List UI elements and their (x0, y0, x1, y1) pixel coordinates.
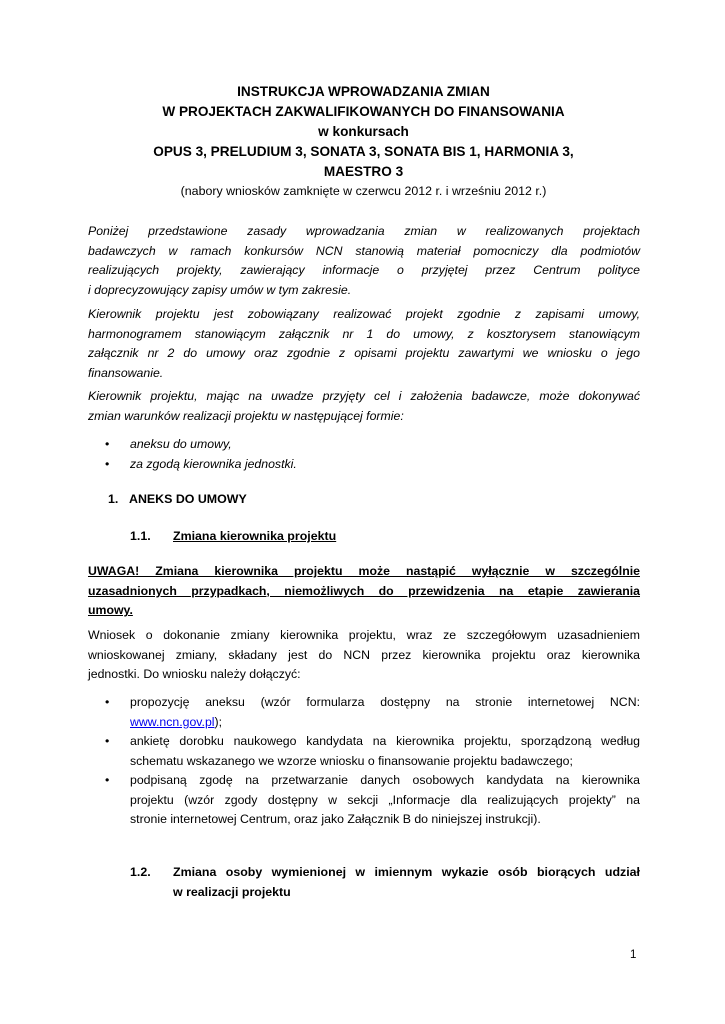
intro-p3-line: Kierownik projektu, mając na uwadze przyjęty cel i założenia badawcze, może dokonywać (88, 389, 640, 403)
para-line: jednostki. Do wniosku należy dołączyć: (88, 667, 301, 682)
title-line-5: MAESTRO 3 (323, 164, 404, 179)
bullet-dot: • (105, 457, 110, 471)
list-item-line: projektu (wzór zgody dostępny w sekcji „Informacje dla realizujących projekty” na (130, 792, 640, 807)
intro-paragraph-3 (88, 387, 640, 426)
para-line: wnioskowanej zmiany, składany jest do NCN przez kierownika projektu oraz kierownika (88, 647, 640, 662)
title-line-2: W PROJEKTACH ZAKWALIFIKOWANYCH DO FINANSOWANIA (162, 104, 565, 119)
warning-line: UWAGA! Zmiana kierownika projektu może nastąpić wyłącznie w szczególnie (88, 564, 640, 578)
section-1-1-title: Zmiana kierownika projektu (173, 529, 337, 543)
list-item-aneks-proposal (130, 693, 640, 732)
intro-p2-line: finansowanie. (88, 365, 164, 380)
kierownik-change-paragraph (88, 626, 640, 685)
intro-paragraph-2 (88, 305, 640, 383)
section-1-2-title (173, 863, 640, 902)
warning-paragraph (88, 562, 640, 621)
list-item-zgoda-dane (130, 771, 640, 830)
section-1-2-number: 1.2. (130, 865, 151, 879)
list-item-line: propozycję aneksu (wzór formularza dostępny na stronie internetowej NCN: (130, 695, 640, 709)
bullet-dot: • (105, 437, 110, 451)
bullet-dot: • (105, 773, 110, 787)
list-item-line: schematu wskazanego we wzorze wniosku o finansowanie projektu badawczego; (130, 753, 573, 768)
intro-p2-line: harmonogramem stanowiącym załącznik nr 1 do umowy, z kosztorysem stanowiącym (88, 326, 640, 341)
list-item-line: stronie internetowej Centrum, oraz jako Załącznik B do niniejszej instrukcji). (130, 812, 541, 827)
intro-p2-line: Kierownik projektu jest zobowiązany realizować projekt zgodnie z zapisami umowy, (88, 307, 640, 321)
title-line-3: w konkursach (318, 124, 409, 139)
warning-line: uzasadnionych przypadkach, niemożliwych do przewidzenia na etapie zawierania (88, 583, 640, 598)
intro-p2-line: załącznik nr 2 do umowy oraz zgodnie z opisami projektu zawartymi we wniosku o jego (88, 346, 640, 361)
list-item-tail: ); (214, 714, 223, 729)
warning-line: umowy. (88, 603, 133, 618)
list-item-line: podpisaną zgodę na przetwarzanie danych osobowych kandydata na kierownika (130, 773, 640, 787)
title-line-4: OPUS 3, PRELUDIUM 3, SONATA 3, SONATA BIS 1, HARMONIA 3, (153, 144, 574, 159)
list-item-ankieta (130, 732, 640, 771)
ncn-website-link[interactable]: www.ncn.gov.pl (130, 714, 215, 729)
section-1-title: ANEKS DO UMOWY (129, 492, 247, 506)
intro-p1-line: realizujących projekty, zawierający informacje o przyjętej przez Centrum polityce (88, 263, 640, 278)
title-line-1: INSTRUKCJA WPROWADZANIA ZMIAN (237, 84, 490, 99)
intro-p1-line: Poniżej przedstawione zasady wprowadzania zmian w realizowanych projektach (88, 224, 640, 238)
bullet-dot: • (105, 695, 110, 709)
intro-p1-line: badawczych w ramach konkursów NCN stanowią materiał pomocniczy dla podmiotów (88, 243, 640, 258)
section-1-number: 1. (108, 492, 119, 506)
section-1-2-title-line: w realizacji projektu (173, 884, 291, 899)
intro-p1-line: i doprecyzowujący zapisy umów w tym zakresie. (88, 282, 352, 297)
bullet-aneks: aneksu do umowy, (130, 437, 232, 451)
page-number: 1 (630, 949, 637, 961)
intro-p3-line: zmian warunków realizacji projektu w następującej formie: (88, 408, 404, 423)
section-1-1-number: 1.1. (130, 529, 151, 543)
intro-paragraph-1 (88, 222, 640, 300)
bullet-zgoda: za zgodą kierownika jednostki. (130, 457, 297, 471)
list-item-line: ankietę dorobku naukowego kandydata na kierownika projektu, sporządzoną według (130, 734, 640, 748)
para-line: Wniosek o dokonanie zmiany kierownika projektu, wraz ze szczegółowym uzasadnieniem (88, 628, 640, 642)
document-subtitle: (nabory wniosków zamknięte w czerwcu 2012 r. i wrześniu 2012 r.) (180, 184, 547, 198)
bullet-dot: • (105, 734, 110, 748)
section-1-2-title-line: Zmiana osoby wymienionej w imiennym wykazie osób biorących udział (173, 865, 640, 879)
document-title (86, 82, 641, 182)
